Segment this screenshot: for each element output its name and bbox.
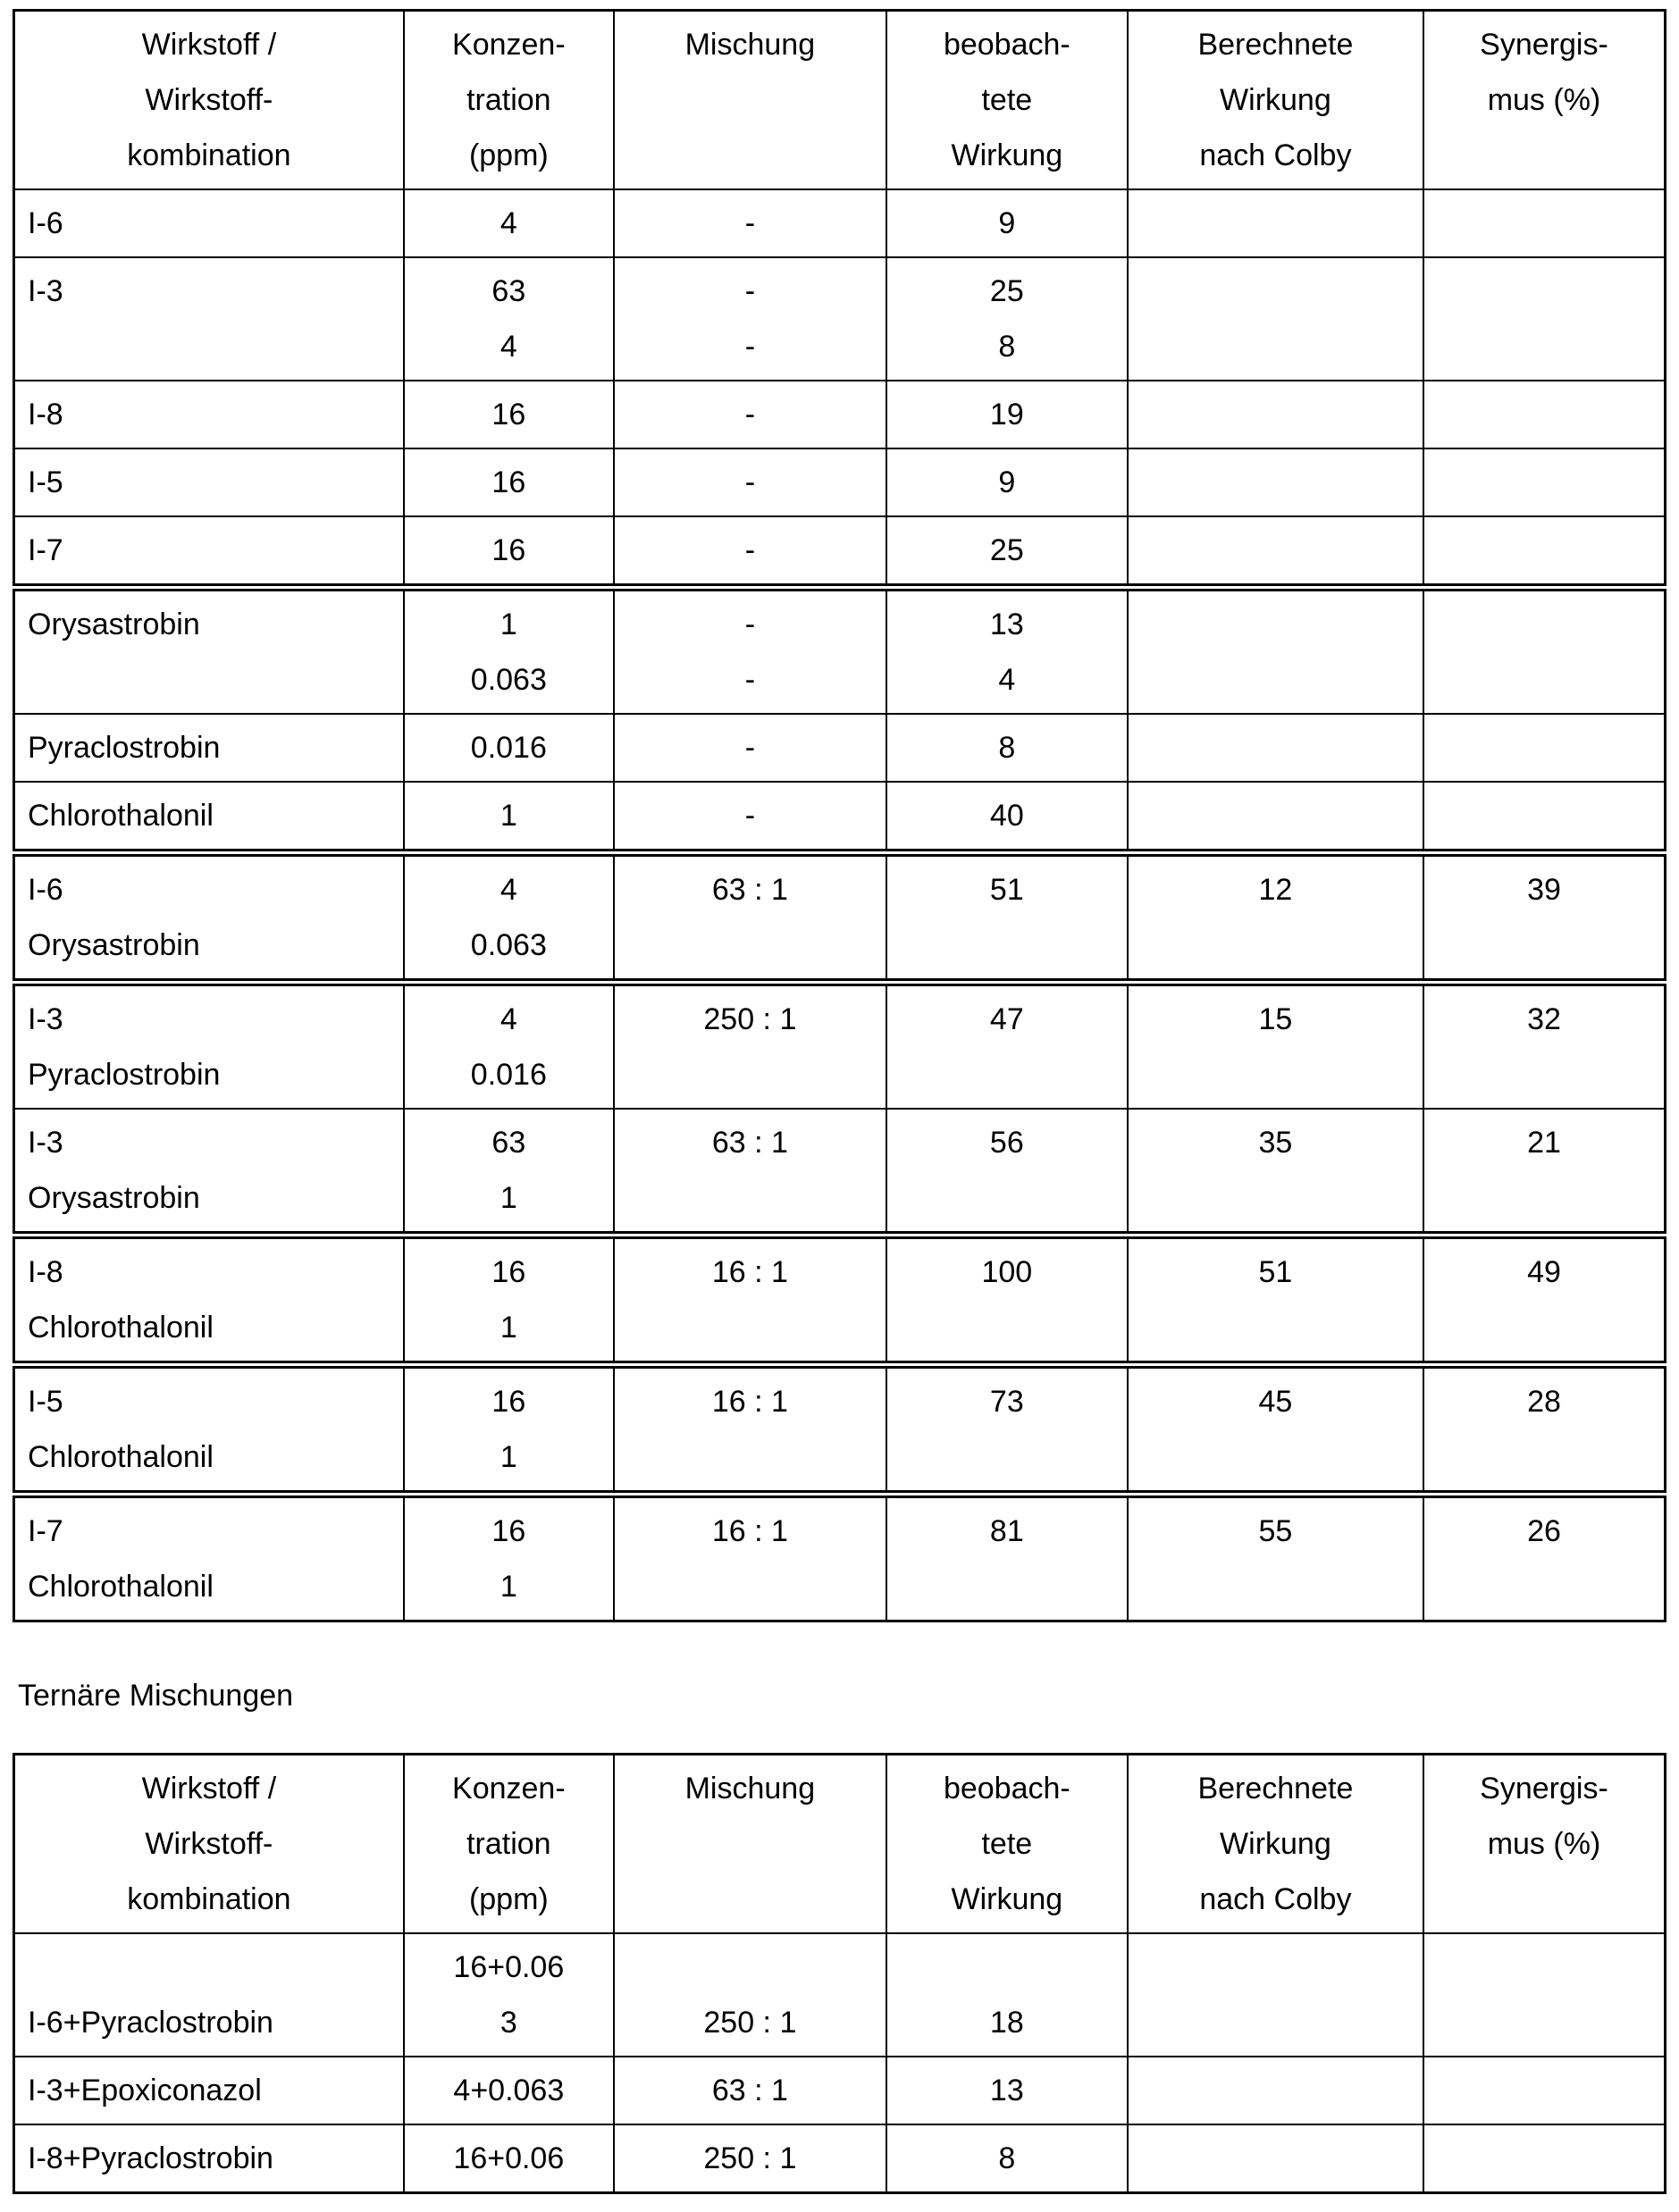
cell-text-line: -	[744, 398, 756, 432]
value-cell	[614, 257, 886, 381]
value-cell	[1128, 853, 1423, 983]
header-text-line: tration	[466, 83, 551, 117]
value-cell	[404, 516, 614, 588]
substance-cell	[14, 983, 404, 1110]
value-cell	[404, 2057, 614, 2124]
cell-text-line: Pyraclostrobin	[28, 731, 221, 765]
cell-text-line	[894, 1940, 1120, 1995]
cell-text-line: 15	[1258, 1002, 1293, 1036]
column-header-1	[14, 11, 404, 190]
table-row	[14, 983, 1666, 1110]
value-cell	[1128, 189, 1423, 257]
cell-text-line: 40	[989, 799, 1024, 833]
table-row	[14, 1236, 1666, 1365]
cell-text-line: 63 : 1	[711, 873, 788, 907]
cell-text-line: I-3	[28, 1002, 63, 1036]
value-cell	[614, 588, 886, 715]
value-cell	[1128, 2057, 1423, 2124]
value-cell	[1423, 853, 1666, 983]
value-cell	[886, 714, 1128, 782]
header-text-line: nach Colby	[1199, 1882, 1352, 1916]
cell-text-line: Chlorothalonil	[28, 1440, 214, 1474]
value-cell	[614, 448, 886, 516]
value-cell	[1423, 782, 1666, 853]
cell-text-line: I-3+Epoxiconazol	[28, 2074, 262, 2107]
column-header-1	[14, 1755, 404, 1934]
value-cell	[1423, 257, 1666, 381]
header-text-line: tete	[981, 83, 1033, 117]
cell-text-line: -	[744, 731, 756, 765]
ternary-mixtures-table	[13, 1753, 1666, 2194]
column-header-3	[614, 11, 886, 190]
table-row	[14, 2124, 1666, 2193]
value-cell	[886, 1109, 1128, 1236]
cell-text-line: -	[744, 799, 756, 833]
substance-cell	[14, 1236, 404, 1365]
table-row	[14, 1109, 1666, 1236]
cell-text-line: Chlorothalonil	[28, 799, 214, 833]
value-cell	[1423, 448, 1666, 516]
cell-text-line: 32	[1527, 1002, 1561, 1036]
value-cell	[1423, 714, 1666, 782]
cell-text-line: 21	[1527, 1126, 1561, 1160]
value-cell	[404, 853, 614, 983]
cell-text-line: Pyraclostrobin	[28, 1058, 221, 1092]
table-row	[14, 714, 1666, 782]
value-cell	[886, 782, 1128, 853]
header-text-line: (ppm)	[468, 1882, 549, 1916]
cell-text-line: 12	[1258, 873, 1293, 907]
value-cell	[1423, 1236, 1666, 1365]
value-cell	[1423, 1495, 1666, 1621]
cell-text-line: 39	[1527, 873, 1561, 907]
column-header-4	[886, 1755, 1128, 1934]
substance-cell	[14, 516, 404, 588]
cell-text-line: 250 : 1	[703, 1002, 797, 1036]
value-cell	[1423, 1109, 1666, 1236]
table-row	[14, 516, 1666, 588]
cell-text-line: -	[744, 330, 756, 364]
value-cell	[614, 1495, 886, 1621]
value-cell	[886, 2057, 1128, 2124]
value-cell	[1128, 516, 1423, 588]
value-cell	[404, 1933, 614, 2057]
substance-cell	[14, 381, 404, 448]
cell-text-line: 16 : 1	[711, 1514, 788, 1548]
value-cell	[1423, 2057, 1666, 2124]
value-cell	[886, 853, 1128, 983]
table-row	[14, 257, 1666, 381]
cell-text-line: -	[744, 206, 756, 240]
value-cell	[886, 2124, 1128, 2193]
value-cell	[1128, 1109, 1423, 1236]
header-text-line: Wirkung	[1220, 1827, 1331, 1861]
cell-text-line: 4	[998, 663, 1016, 697]
cell-text-line: I-7	[28, 1514, 63, 1548]
substance-cell	[14, 2124, 404, 2193]
header-text-line: Wirkung	[1220, 83, 1331, 117]
cell-text-line: 13	[989, 2074, 1024, 2107]
substance-cell	[14, 1365, 404, 1495]
binary-mixtures-table	[13, 9, 1666, 1622]
value-cell	[1423, 588, 1666, 715]
cell-text-line: 73	[989, 1385, 1024, 1419]
value-cell	[614, 1236, 886, 1365]
cell-text-line: 26	[1527, 1514, 1561, 1548]
cell-text-line: I-8	[28, 398, 63, 432]
header-text-line: Mischung	[684, 1772, 816, 1806]
value-cell	[404, 1365, 614, 1495]
header-text-line: kombination	[127, 1882, 291, 1916]
cell-text-line: I-3	[28, 1126, 63, 1160]
cell-text-line: 18	[989, 2006, 1024, 2040]
header-row	[14, 11, 1666, 190]
cell-text-line: 25	[989, 533, 1024, 567]
cell-text-line: 1	[500, 1311, 517, 1345]
cell-text-line: 0.016	[470, 1058, 547, 1092]
value-cell	[886, 189, 1128, 257]
substance-cell	[14, 2057, 404, 2124]
value-cell	[614, 1933, 886, 2057]
value-cell	[404, 782, 614, 853]
value-cell	[404, 588, 614, 715]
header-text-line: Wirkstoff-	[145, 1827, 273, 1861]
value-cell	[1128, 714, 1423, 782]
cell-text-line: 55	[1258, 1514, 1293, 1548]
header-text-line: nach Colby	[1199, 138, 1352, 172]
cell-text-line: 16	[491, 1514, 526, 1548]
header-text-line: Wirkstoff-	[145, 83, 273, 117]
value-cell	[886, 448, 1128, 516]
column-header-5	[1128, 1755, 1423, 1934]
substance-cell	[14, 1109, 404, 1236]
table-row	[14, 1495, 1666, 1621]
header-text-line: Berechnete	[1197, 1772, 1354, 1806]
cell-text-line: I-7	[28, 533, 63, 567]
table-row	[14, 1365, 1666, 1495]
value-cell	[1128, 448, 1423, 516]
header-text-line: beobach-	[943, 1772, 1070, 1806]
cell-text-line: Orysastrobin	[28, 928, 200, 962]
cell-text-line: 28	[1527, 1385, 1561, 1419]
value-cell	[1128, 1495, 1423, 1621]
cell-text-line: 16	[491, 533, 526, 567]
value-cell	[886, 983, 1128, 1110]
value-cell	[614, 853, 886, 983]
cell-text-line: 63	[491, 274, 526, 308]
header-text-line: kombination	[127, 138, 291, 172]
cell-text-line: 1	[500, 799, 517, 833]
header-text-line: Synergis-	[1480, 1772, 1608, 1806]
cell-text-line: 4	[500, 330, 517, 364]
cell-text-line: 4	[500, 873, 517, 907]
value-cell	[886, 1236, 1128, 1365]
table-row	[14, 189, 1666, 257]
value-cell	[1128, 1236, 1423, 1365]
value-cell	[1423, 983, 1666, 1110]
value-cell	[404, 983, 614, 1110]
cell-text-line: 45	[1258, 1385, 1293, 1419]
cell-text-line: 16 : 1	[711, 1385, 788, 1419]
cell-text-line: 35	[1258, 1126, 1293, 1160]
column-header-2	[404, 1755, 614, 1934]
cell-text-line: 0.016	[470, 731, 547, 765]
cell-text-line: I-6	[28, 206, 63, 240]
value-cell	[1128, 2124, 1423, 2193]
cell-text-line: 1	[500, 1181, 517, 1215]
cell-text-line: 250 : 1	[703, 2006, 797, 2040]
cell-text-line: 100	[981, 1255, 1033, 1289]
header-text-line: Wirkstoff /	[141, 28, 277, 62]
value-cell	[404, 1495, 614, 1621]
substance-cell	[14, 714, 404, 782]
value-cell	[614, 189, 886, 257]
value-cell	[614, 983, 886, 1110]
cell-text-line: I-5	[28, 1385, 63, 1419]
cell-text-line: 0.063	[470, 663, 547, 697]
cell-text-line: 13	[989, 607, 1024, 641]
cell-text-line: 9	[998, 206, 1016, 240]
cell-text-line: 8	[998, 2141, 1016, 2175]
value-cell	[1423, 516, 1666, 588]
cell-text-line: 81	[989, 1514, 1024, 1548]
cell-text-line: -	[744, 607, 756, 641]
value-cell	[1423, 1365, 1666, 1495]
value-cell	[886, 516, 1128, 588]
column-header-2	[404, 11, 614, 190]
cell-text-line: I-8+Pyraclostrobin	[28, 2141, 273, 2175]
value-cell	[614, 2124, 886, 2193]
substance-cell	[14, 588, 404, 715]
value-cell	[1128, 588, 1423, 715]
cell-text-line: 4+0.063	[453, 2074, 565, 2107]
value-cell	[404, 714, 614, 782]
value-cell	[614, 1365, 886, 1495]
header-text-line: (ppm)	[468, 138, 549, 172]
header-text-line: Wirkstoff /	[141, 1772, 277, 1806]
cell-text-line	[28, 1940, 396, 1995]
value-cell	[614, 714, 886, 782]
cell-text-line: 16 : 1	[711, 1255, 788, 1289]
column-header-4	[886, 11, 1128, 190]
cell-text-line: 56	[989, 1126, 1024, 1160]
cell-text-line: -	[744, 274, 756, 308]
cell-text-line: 51	[989, 873, 1024, 907]
substance-cell	[14, 448, 404, 516]
value-cell	[886, 381, 1128, 448]
column-header-5	[1128, 11, 1423, 190]
cell-text-line: Chlorothalonil	[28, 1311, 214, 1345]
value-cell	[404, 1109, 614, 1236]
cell-text-line: Orysastrobin	[28, 607, 200, 641]
table-row	[14, 853, 1666, 983]
header-text-line: Berechnete	[1197, 28, 1354, 62]
cell-text-line: 63 : 1	[711, 1126, 788, 1160]
header-text-line: Konzen-	[452, 1772, 566, 1806]
header-text-line: mus (%)	[1487, 83, 1601, 117]
section-title-ternary: Ternäre Mischungen	[18, 1679, 294, 1713]
header-text-line: Mischung	[684, 28, 816, 62]
table-row	[14, 588, 1666, 715]
cell-text-line: -	[744, 663, 756, 697]
value-cell	[614, 1109, 886, 1236]
cell-text-line: 19	[989, 398, 1024, 432]
table-row	[14, 2057, 1666, 2124]
table-row	[14, 782, 1666, 853]
substance-cell	[14, 1933, 404, 2057]
header-text-line: Wirkung	[951, 1882, 1063, 1916]
value-cell	[1128, 1365, 1423, 1495]
value-cell	[886, 1365, 1128, 1495]
cell-text-line: I-6+Pyraclostrobin	[28, 2006, 273, 2040]
value-cell	[614, 2057, 886, 2124]
cell-text-line: 25	[989, 274, 1024, 308]
header-row	[14, 1755, 1666, 1934]
column-header-6	[1423, 11, 1666, 190]
value-cell	[404, 381, 614, 448]
cell-text-line: 16	[491, 398, 526, 432]
value-cell	[1128, 381, 1423, 448]
cell-text-line: I-8	[28, 1255, 63, 1289]
cell-text-line: 16	[491, 1385, 526, 1419]
cell-text-line: 16	[491, 465, 526, 499]
value-cell	[404, 1236, 614, 1365]
substance-cell	[14, 189, 404, 257]
cell-text-line	[622, 1940, 878, 1995]
cell-text-line: 1	[500, 1570, 517, 1604]
value-cell	[1423, 1933, 1666, 2057]
header-text-line: tration	[466, 1827, 551, 1861]
cell-text-line: -	[744, 465, 756, 499]
value-cell	[1128, 782, 1423, 853]
cell-text-line: I-6	[28, 873, 63, 907]
cell-text-line: 49	[1527, 1255, 1561, 1289]
cell-text-line: Orysastrobin	[28, 1181, 200, 1215]
cell-text-line: 0.063	[470, 928, 547, 962]
substance-cell	[14, 1495, 404, 1621]
substance-cell	[14, 782, 404, 853]
value-cell	[1423, 189, 1666, 257]
column-header-3	[614, 1755, 886, 1934]
value-cell	[404, 257, 614, 381]
value-cell	[404, 2124, 614, 2193]
header-text-line: mus (%)	[1487, 1827, 1601, 1861]
value-cell	[614, 381, 886, 448]
cell-text-line: 63	[491, 1126, 526, 1160]
table-row	[14, 448, 1666, 516]
cell-text-line: 8	[998, 330, 1016, 364]
cell-text-line: 3	[500, 2006, 517, 2040]
cell-text-line: 1	[500, 607, 517, 641]
header-text-line: Konzen-	[452, 28, 566, 62]
cell-text-line: -	[744, 533, 756, 567]
header-text-line: Synergis-	[1480, 28, 1608, 62]
cell-text-line: I-3	[28, 274, 63, 308]
cell-text-line: 63 : 1	[711, 2074, 788, 2107]
value-cell	[886, 1933, 1128, 2057]
table-row	[14, 381, 1666, 448]
cell-text-line: 1	[500, 1440, 517, 1474]
value-cell	[1128, 1933, 1423, 2057]
value-cell	[614, 516, 886, 588]
value-cell	[1423, 2124, 1666, 2193]
value-cell	[1128, 983, 1423, 1110]
cell-text-line: 4	[500, 206, 517, 240]
cell-text-line: 16	[491, 1255, 526, 1289]
cell-text-line: I-5	[28, 465, 63, 499]
value-cell	[1128, 257, 1423, 381]
header-text-line: beobach-	[943, 28, 1070, 62]
substance-cell	[14, 257, 404, 381]
cell-text-line: 16+0.06	[453, 1950, 565, 1984]
cell-text-line: 51	[1258, 1255, 1293, 1289]
substance-cell	[14, 853, 404, 983]
cell-text-line: 250 : 1	[703, 2141, 797, 2175]
cell-text-line: 4	[500, 1002, 517, 1036]
value-cell	[404, 189, 614, 257]
value-cell	[886, 1495, 1128, 1621]
value-cell	[404, 448, 614, 516]
value-cell	[614, 782, 886, 853]
cell-text-line: 9	[998, 465, 1016, 499]
value-cell	[886, 257, 1128, 381]
cell-text-line: Chlorothalonil	[28, 1570, 214, 1604]
column-header-6	[1423, 1755, 1666, 1934]
value-cell	[886, 588, 1128, 715]
cell-text-line: 16+0.06	[453, 2141, 565, 2175]
value-cell	[1423, 381, 1666, 448]
cell-text-line: 8	[998, 731, 1016, 765]
header-text-line: Wirkung	[951, 138, 1063, 172]
table-row	[14, 1933, 1666, 2057]
cell-text-line: 47	[989, 1002, 1024, 1036]
header-text-line: tete	[981, 1827, 1033, 1861]
